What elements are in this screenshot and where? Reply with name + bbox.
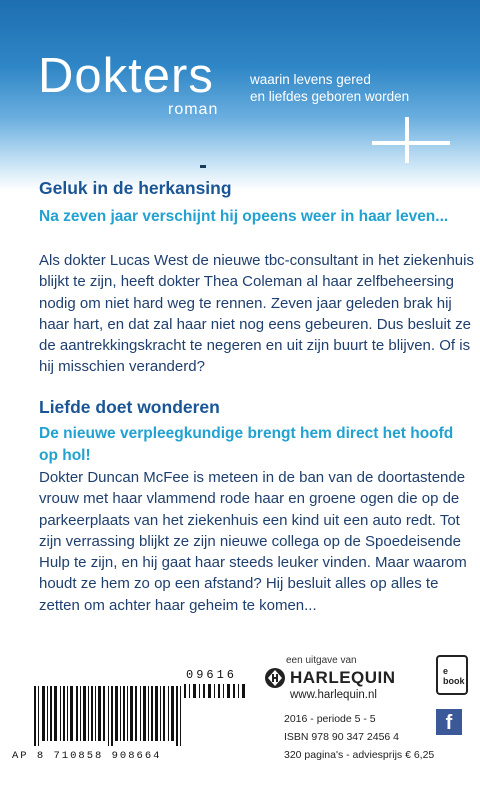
cross-icon-horizontal: [372, 141, 450, 145]
decorative-mark: [200, 165, 206, 168]
tagline-line-1: waarin levens gered: [250, 72, 371, 87]
isbn: ISBN 978 90 347 2456 4: [284, 731, 400, 743]
page-count-price: 320 pagina's - adviesprijs € 6,25: [284, 749, 435, 761]
brand-tagline: [250, 71, 409, 105]
story-1-title: Geluk in de herkansing: [39, 178, 232, 198]
publisher-name: HARLEQUIN: [290, 668, 396, 687]
story-2-body: Dokter Duncan McFee is meteen in de ban van de doortastende vrouw met haar vlammend rode haar en groene ogen die op de parkeerplaats van het ziekenhuis een kind uit een auto redt. Tot zijn verrassing blijkt ze zijn nieuwe collega op de Spoedeisende Hulp te zijn, en hij gaat haar steeds leuker vinden. Maar waarom houdt ze hem zo op een afstand? Hij besluit alles op alles te zetten om achter haar geheim te komen...: [39, 469, 467, 614]
publisher-url: www.harlequin.nl: [290, 689, 377, 701]
harlequin-logo-icon: [264, 667, 286, 689]
brand-title: Dokters: [38, 49, 214, 103]
cross-icon-vertical: [405, 117, 409, 163]
publication-period: 2016 - periode 5 - 5: [284, 713, 376, 725]
story-1-lead: Na zeven jaar verschijnt hij opeens weer in haar leven...: [39, 208, 449, 225]
barcode-add-on-number: 09616: [186, 668, 238, 682]
tagline-line-2: en liefdes geboren worden: [250, 89, 410, 104]
ebook-label: e book: [443, 666, 465, 686]
story-2-lead: De nieuwe verpleegkundige brengt hem direct het hoofd op hol!: [39, 425, 454, 464]
ebook-icon: [436, 655, 468, 695]
story-1-body: Als dokter Lucas West de nieuwe tbc-consultant in het ziekenhuis blijkt te zijn, heeft dokter Thea Coleman al haar zelfbeheersing nodig om niet hard weg te rennen. Zeven jaar geleden brak hij haar hart, en dat zal haar niet nog eens gebeuren. Dus besluit ze de aantrekkingskracht te negeren en uit zijn buurt te blijven. Of is hij misschien veranderd?: [39, 252, 474, 376]
barcode-number: AP 8 710858 908664: [12, 750, 162, 762]
story-2-title: Liefde doet wonderen: [39, 397, 220, 417]
brand-subtitle: roman: [168, 101, 219, 118]
publisher-block: [264, 655, 474, 785]
facebook-icon: f: [436, 709, 462, 735]
cover-header: [0, 0, 480, 190]
publisher-intro: een uitgave van: [286, 655, 357, 666]
barcode-add-on-icon: [184, 684, 248, 698]
